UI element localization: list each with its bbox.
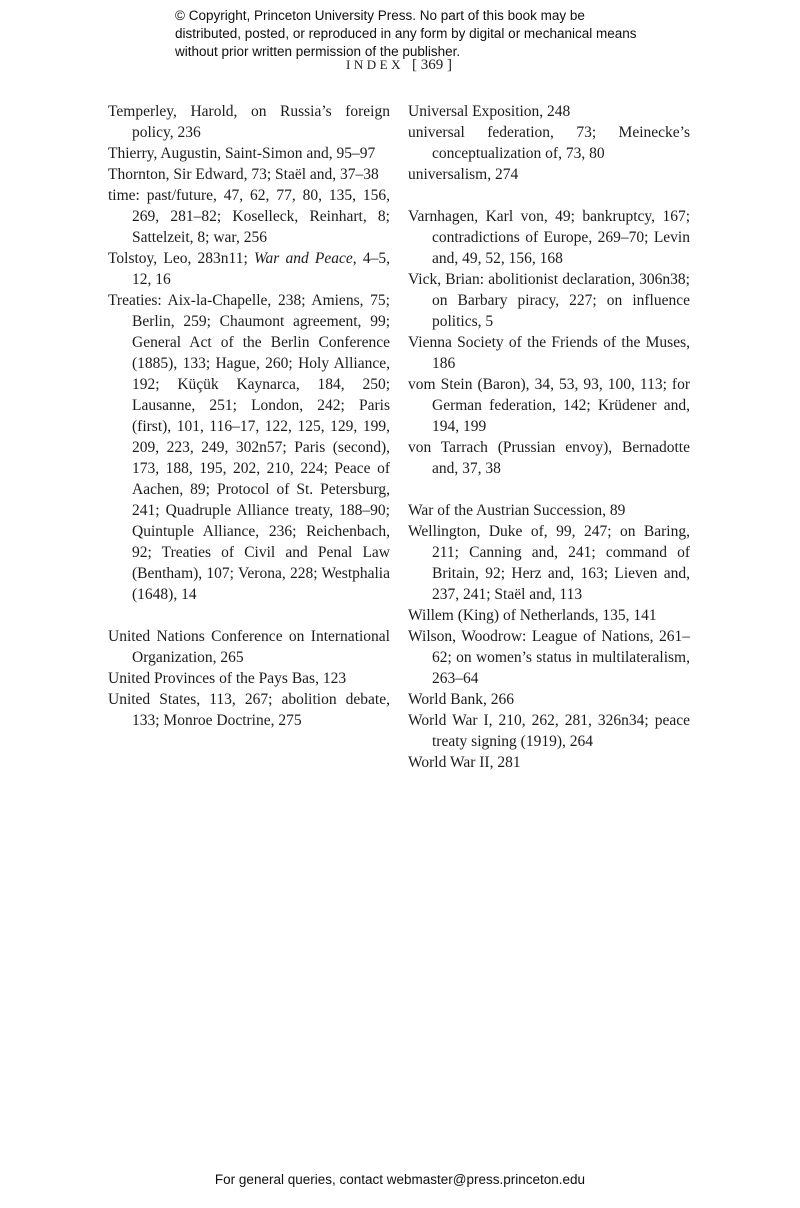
index-entry: Wellington, Duke of, 99, 247; on Baring, 211; Canning and, 241; command of Britain, 92; Herz and, 163; Lieven and, 237, 241; Staël and, 113 xyxy=(408,523,690,603)
index-entry: Varnhagen, Karl von, 49; bankruptcy, 167; contradictions of Europe, 269–70; Levin and, 49, 52, 156, 168 xyxy=(408,208,690,267)
index-entry: United States, 113, 267; abolition debate, 133; Monroe Doctrine, 275 xyxy=(108,691,390,729)
index-column-left xyxy=(108,101,390,773)
index-title: INDEX xyxy=(346,57,404,72)
index-header xyxy=(104,56,694,74)
index-columns xyxy=(108,101,690,773)
index-entry: Vienna Society of the Friends of the Muses, 186 xyxy=(408,334,690,372)
index-entry: World War II, 281 xyxy=(408,754,521,771)
index-entry: Vick, Brian: abolitionist declaration, 306n38; on Barbary piracy, 227; on influence politics, 5 xyxy=(408,271,690,330)
footer-contact-text: For general queries, contact webmaster@press.princeton.edu xyxy=(214,1172,586,1187)
index-entry: United Provinces of the Pays Bas, 123 xyxy=(108,670,347,687)
index-entry: United Nations Conference on International Organization, 265 xyxy=(108,628,390,666)
index-entry: Universal Exposition, 248 xyxy=(408,103,571,120)
index-entry: universalism, 274 xyxy=(408,166,519,183)
page-number: [ 369 ] xyxy=(411,57,452,73)
index-entry: time: past/future, 47, 62, 77, 80, 135, 156, 269, 281–82; Koselleck, Reinhart, 8; Sattelzeit, 8; war, 256 xyxy=(108,187,390,246)
index-entry: von Tarrach (Prussian envoy), Bernadotte and, 37, 38 xyxy=(408,439,690,477)
index-entry: Treaties: Aix-la-Chapelle, 238; Amiens, 75; Berlin, 259; Chaumont agreement, 99; General Act of the Berlin Conference (1885), 133; Hague, 260; Holy Alliance, 192; Küçük Kaynarca, 184, 250; Lausanne, 251; London, 242; Paris (first), 101, 116–17, 122, 125, 129, 199, 209, 223, 249, 302n57; Paris (second), 173, 188, 195, 202, 210, 224; Peace of Aachen, 89; Protocol of St. Petersburg, 241; Quadruple Alliance treaty, 188–90; Quintuple Alliance, 236; Reichenbach, 92; Treaties of Civil and Penal Law (Bentham), 107; Verona, 228; Westphalia (1648), 14 xyxy=(108,292,390,603)
index-entry: universal federation, 73; Meinecke’s conceptualization of, 73, 80 xyxy=(408,124,690,162)
index-entry: Thierry, Augustin, Saint-Simon and, 95–97 xyxy=(108,145,376,162)
copyright-notice: © Copyright, Princeton University Press. No part of this book may be distributed, posted, or reproduced in any form by digital or mechanical means without prior written permission of the publisher. xyxy=(175,8,637,59)
index-column-right xyxy=(408,101,690,773)
index-entry: War of the Austrian Succession, 89 xyxy=(408,502,626,519)
index-entry: World War I, 210, 262, 281, 326n34; peace treaty signing (1919), 264 xyxy=(408,712,690,750)
index-entry: Thornton, Sir Edward, 73; Staël and, 37–38 xyxy=(108,166,379,183)
index-entry: Temperley, Harold, on Russia’s foreign policy, 236 xyxy=(108,103,390,141)
index-entry: vom Stein (Baron), 34, 53, 93, 100, 113; for German federation, 142; Krüdener and, 194, 199 xyxy=(408,376,690,435)
index-entry: Tolstoy, Leo, 283n11; War and Peace, 4–5, 12, 16 xyxy=(108,250,390,288)
index-entry: World Bank, 266 xyxy=(408,691,514,708)
index-entry: Willem (King) of Netherlands, 135, 141 xyxy=(408,607,657,624)
index-entry: Wilson, Woodrow: League of Nations, 261–62; on women’s status in multilateralism, 263–64 xyxy=(408,628,690,687)
